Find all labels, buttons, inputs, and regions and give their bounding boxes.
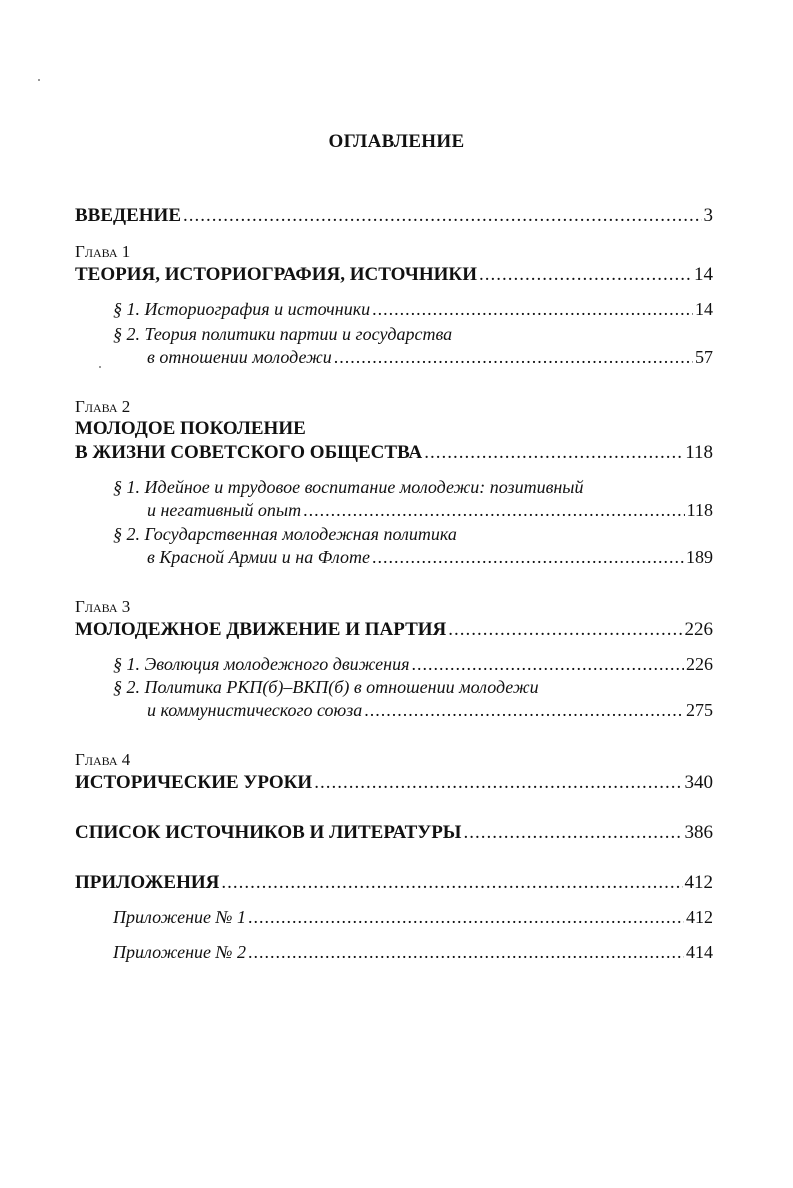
toc-page-number: 3	[703, 205, 713, 226]
section-title-continued: в отношении молодежи	[147, 347, 332, 367]
chapter-title: ТЕОРИЯ, ИСТОРИОГРАФИЯ, ИСТОЧНИКИ	[75, 264, 477, 285]
chapter-title: ИСТОРИЧЕСКИЕ УРОКИ	[75, 772, 313, 793]
scan-speck	[99, 366, 101, 368]
toc-entry-title: ПРИЛОЖЕНИЯ	[75, 872, 220, 893]
toc-page-number: 118	[686, 500, 713, 520]
toc-entry-section	[147, 498, 713, 522]
toc-entry-chapter-3	[75, 618, 713, 642]
section-title-continued: в Красной Армии и на Флоте	[147, 547, 370, 567]
dot-leader	[334, 345, 693, 369]
toc-entry-appendices	[75, 871, 713, 895]
chapter-title: МОЛОДОЕ ПОКОЛЕНИЕ	[75, 418, 306, 439]
chapter-label: Глава 2	[75, 397, 131, 416]
dot-leader	[183, 204, 702, 228]
dot-leader	[424, 441, 683, 465]
appendix-title: Приложение № 2	[113, 942, 247, 962]
toc-entry-section	[147, 698, 713, 722]
section-title: § 2. Государственная молодежная политика	[113, 524, 457, 544]
dot-leader	[479, 263, 692, 287]
toc-page-number: 226	[684, 619, 713, 640]
chapter-label: Глава 3	[75, 597, 131, 616]
toc-entry-section	[113, 297, 713, 321]
section-title: § 1. Идейное и трудовое воспитание молодежи: позитивный	[113, 477, 584, 497]
toc-entry-title: ВВЕДЕНИЕ	[75, 205, 181, 226]
appendix-title: Приложение № 1	[113, 907, 247, 927]
toc-page-number: 414	[686, 942, 713, 962]
toc-entry-chapter-2	[75, 441, 713, 465]
section-title: § 1. Историография и источники	[113, 299, 371, 319]
toc-page-number: 118	[685, 442, 713, 463]
chapter-title-continued: В ЖИЗНИ СОВЕТСКОГО ОБЩЕСТВА	[75, 442, 423, 463]
dot-leader	[372, 545, 684, 569]
toc-entry-section	[147, 545, 713, 569]
toc-page-number: 14	[694, 264, 713, 285]
toc-page-number: 189	[686, 547, 713, 567]
dot-leader	[463, 821, 682, 845]
dot-leader	[248, 905, 684, 929]
dot-leader	[248, 940, 684, 964]
toc-entry-appendix	[113, 905, 713, 929]
dot-leader	[364, 698, 684, 722]
section-title: § 2. Теория политики партии и государства	[113, 324, 453, 344]
dot-leader	[314, 771, 682, 795]
dot-leader	[372, 297, 693, 321]
chapter-label: Глава 1	[75, 242, 131, 261]
toc-entry-chapter-4	[75, 771, 713, 795]
toc-entry-section	[147, 345, 713, 369]
section-title: § 1. Эволюция молодежного движения	[113, 654, 410, 674]
section-title-continued: и коммунистического союза	[147, 700, 363, 720]
dot-leader	[221, 871, 682, 895]
toc-entry-title: СПИСОК ИСТОЧНИКОВ И ЛИТЕРАТУРЫ	[75, 822, 462, 843]
toc-entry-appendix	[113, 940, 713, 964]
toc-page-number: 226	[686, 654, 713, 674]
toc-page-number: 340	[684, 772, 713, 793]
toc-entry-chapter-1	[75, 263, 713, 287]
scan-speck	[38, 79, 40, 81]
toc-entry-section	[113, 652, 713, 676]
toc-page-number: 412	[684, 872, 713, 893]
toc-page-number: 412	[686, 907, 713, 927]
toc-entry-sources	[75, 821, 713, 845]
toc-entry-intro	[75, 204, 713, 228]
section-title: § 2. Политика РКП(б)–ВКП(б) в отношении молодежи	[113, 677, 539, 697]
toc-page-number: 14	[695, 299, 713, 319]
toc-page-number: 57	[695, 347, 713, 367]
dot-leader	[303, 498, 685, 522]
toc-page-number: 275	[686, 700, 713, 720]
toc-page-number: 386	[684, 822, 713, 843]
toc-title: ОГЛАВЛЕНИЕ	[328, 131, 465, 152]
chapter-title: МОЛОДЕЖНОЕ ДВИЖЕНИЕ И ПАРТИЯ	[75, 619, 447, 640]
section-title-continued: и негативный опыт	[147, 500, 302, 520]
dot-leader	[411, 652, 684, 676]
chapter-label: Глава 4	[75, 750, 131, 769]
dot-leader	[448, 618, 682, 642]
